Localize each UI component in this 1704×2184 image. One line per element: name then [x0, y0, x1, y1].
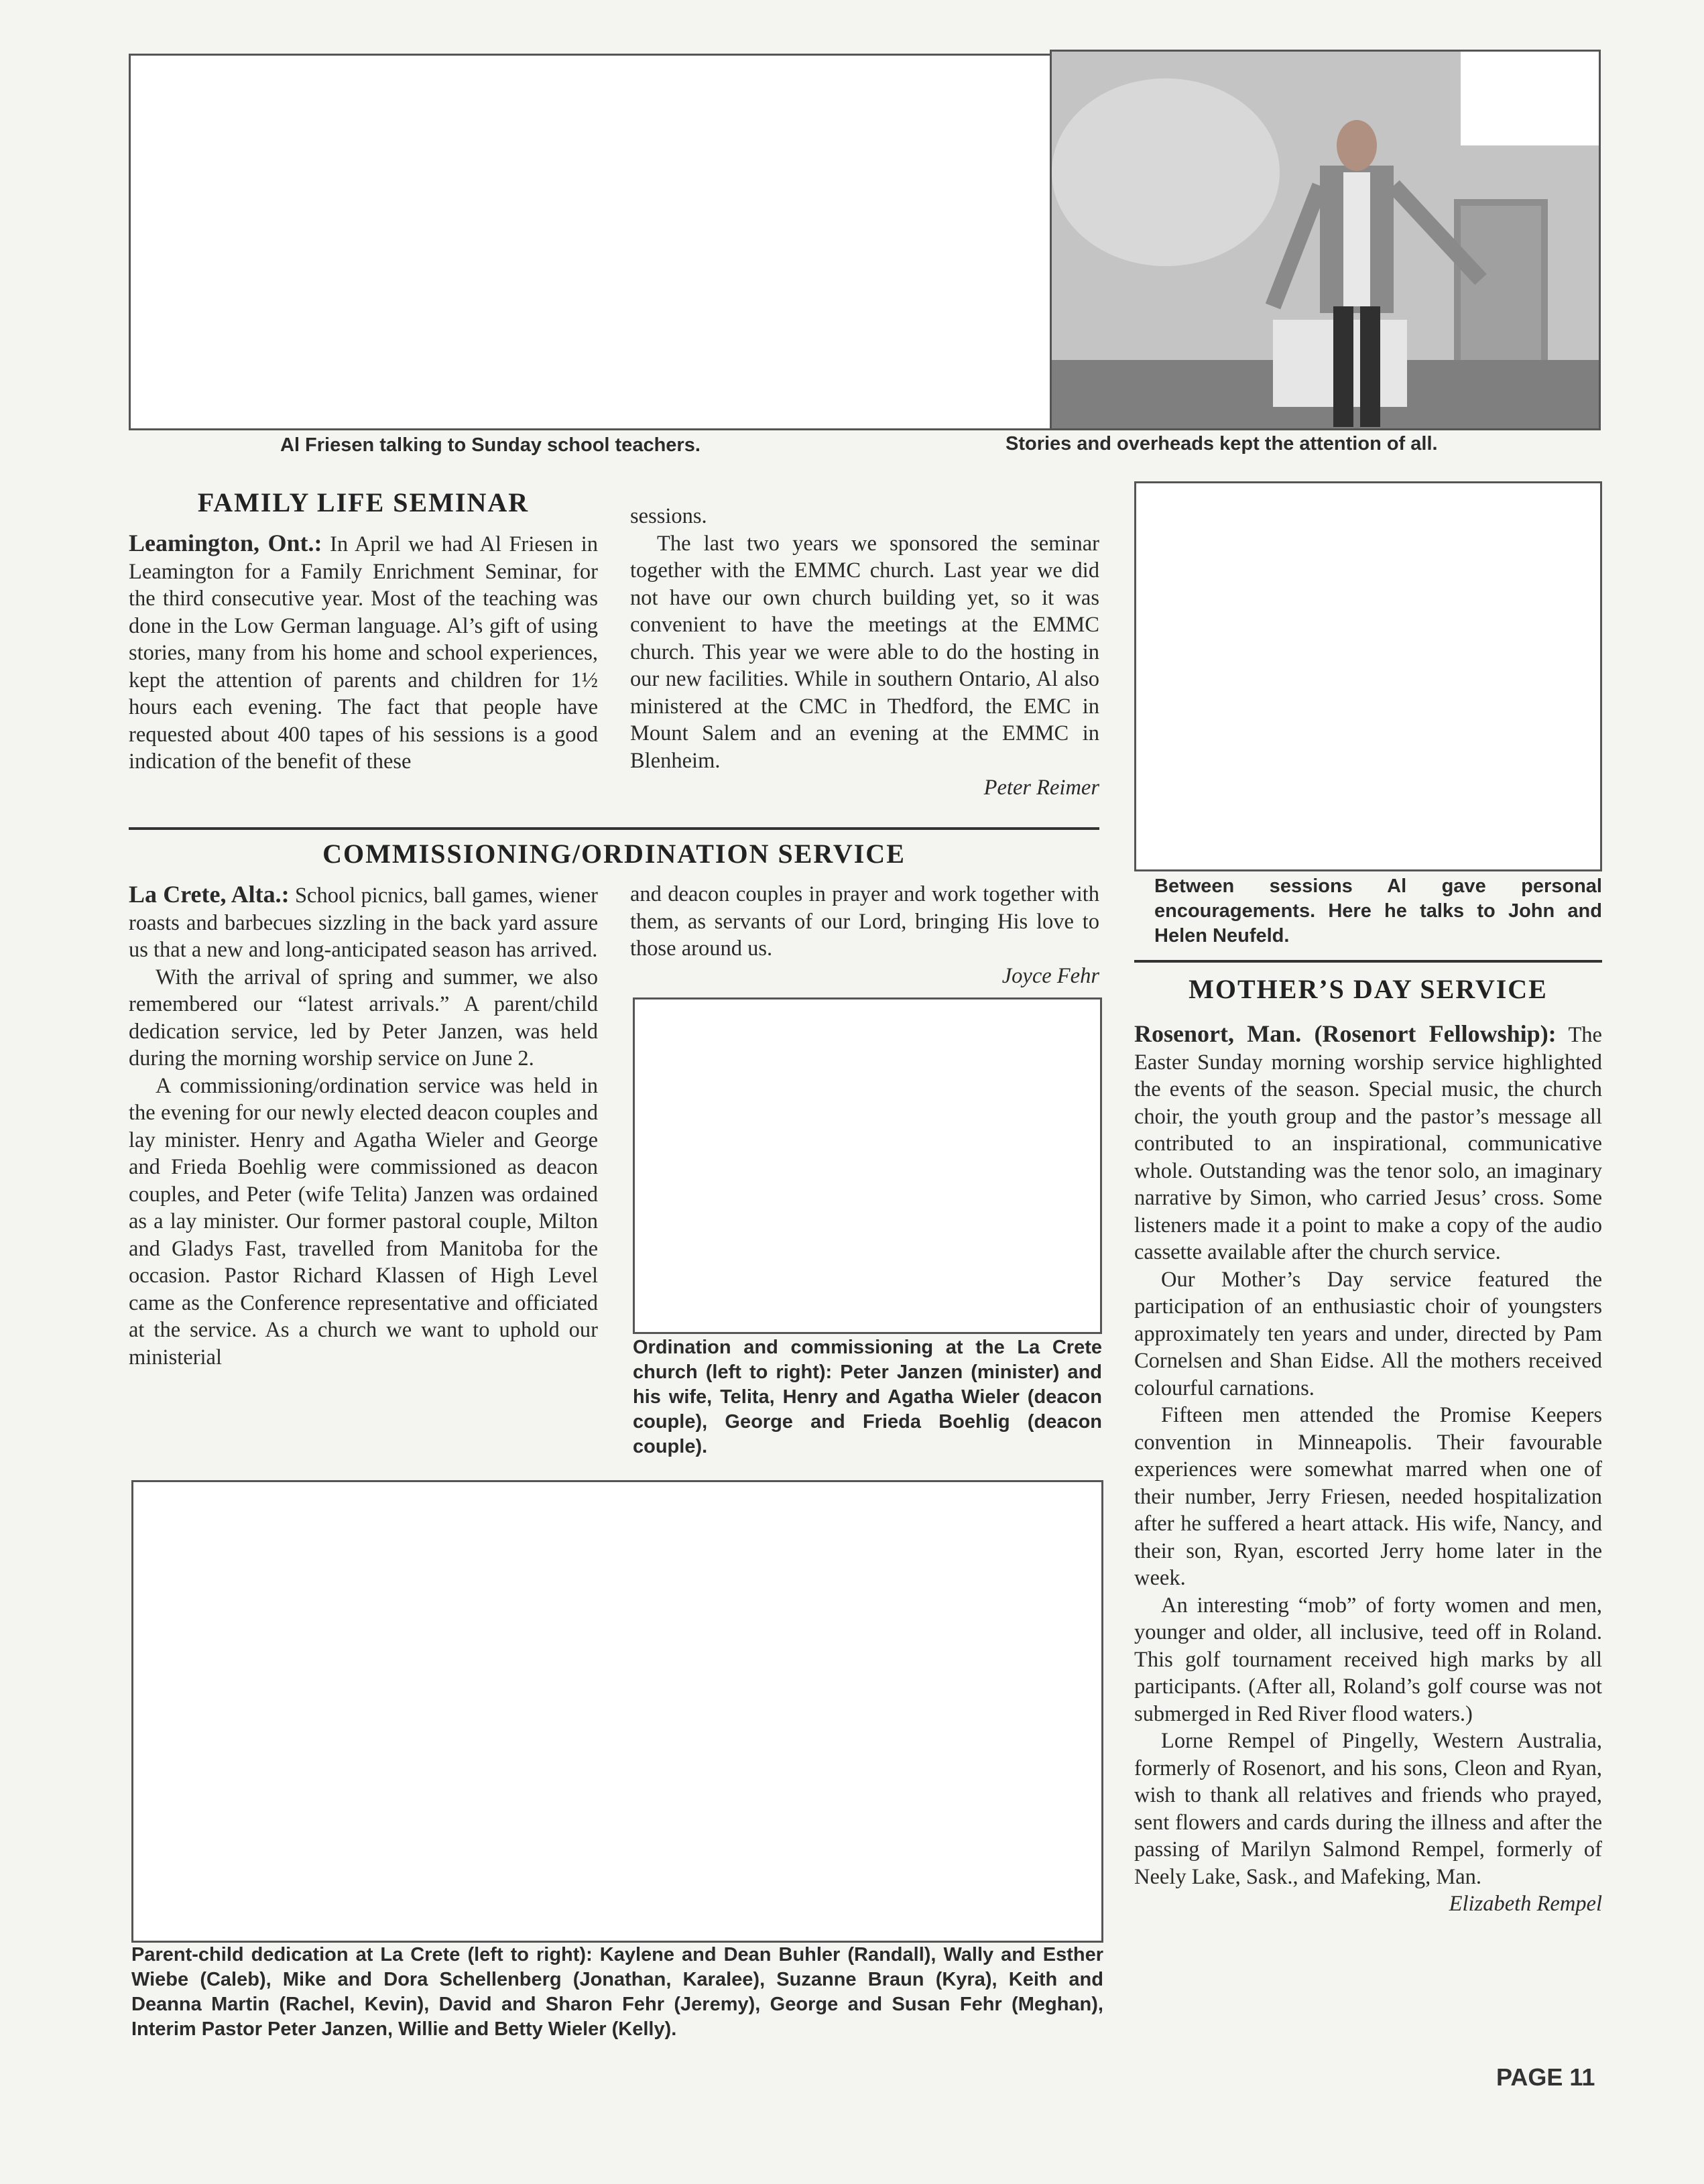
caption-top-right: Stories and overheads kept the attention of all. — [1006, 433, 1438, 454]
family-life-place: Leamington, Ont.: — [129, 530, 322, 556]
commissioning-p2: With the arrival of spring and summer, we also remembered our “latest arrivals.” A parent/child dedication service, led by Peter Janzen, was held during the morning worship service on June 2. — [129, 965, 598, 1071]
mothers-day-place: Rosenort, Man. (Rosenort Fellowship): — [1134, 1020, 1557, 1047]
family-life-col1 — [129, 530, 598, 776]
photo-dedication — [131, 1480, 1103, 1943]
mothers-day-p3: Fifteen men attended the Promise Keepers convention in Minneapolis. Their favourable experiences were somewhat marred when one of their number, Jerry Friesen, needed hospitalization after he suffered a heart attack. His wife, Nancy, and their son, Ryan, escorted Jerry home later in the week. — [1134, 1403, 1602, 1590]
mothers-day-p1: The Easter Sunday morning worship service highlighted the events of the season. Special music, the church choir, the youth group and the pastor’s message all contributed to an inspirational, communicative whole. Outstanding was the tenor solo, an imaginary narrative by Simon, who carried Jesus’ cross. Some listeners made it a point to make a copy of the audio cassette available after the church service. — [1134, 1023, 1602, 1264]
mothers-day-signature: Elizabeth Rempel — [1449, 1892, 1602, 1916]
family-life-col1-text: In April we had Al Friesen in Leamington for a Family Enrichment Seminar, for the third consecutive year. Most of the teaching was done in the Low German language. Al’s gift of using stories, many from his home and school experiences, kept the attention of parents and children for 1½ hours each evening. The fact that people have requested about 400 tapes of his sessions is a good indication of the benefit of these — [129, 532, 598, 774]
speaker-illustration — [1052, 52, 1599, 428]
family-life-signature: Peter Reimer — [983, 776, 1099, 800]
commissioning-headline: COMMISSIONING/ORDINATION SERVICE — [322, 839, 906, 869]
commissioning-p1: School picnics, ball games, wiener roasts and barbecues sizzling in the back yard assure us that a new and long-anticipated season has arrived. — [129, 884, 598, 962]
commissioning-col1 — [129, 881, 598, 1371]
mothers-day-p4: An interesting “mob” of forty women and men, younger and older, all inclusive, teed off in Roland. This golf tournament received high marks by all participants. (After all, Roland’s golf course was not submerged in Red River flood waters.) — [1134, 1593, 1602, 1726]
photo-personal-encouragements — [1134, 481, 1602, 871]
family-life-headline: FAMILY LIFE SEMINAR — [197, 487, 530, 518]
commissioning-p3: A commissioning/ordination service was held in the evening for our newly elected deacon couples and lay minister. Henry and Agatha Wieler and George and Frieda Boehlig were commissioned as deacon couples, and Peter (wife Telita) Janzen was ordained as a lay minister. Our former pastoral couple, Milton and Gladys Fast, travelled from Manitoba for the occasion. Pastor Richard Klassen of High Level came as the Conference representative and officiated at the service. As a church we want to uphold our ministerial — [129, 1073, 598, 1370]
caption-top-left: Al Friesen talking to Sunday school teachers. — [280, 434, 701, 456]
divider-commissioning — [129, 827, 1099, 830]
mothers-day-column — [1134, 1020, 1602, 1918]
caption-right-photo: Between sessions Al gave personal encouragements. Here he talks to John and Helen Neufeld. — [1154, 875, 1602, 947]
commissioning-col2 — [630, 881, 1099, 989]
photo-ordination — [633, 997, 1102, 1334]
mothers-day-p5: Lorne Rempel of Pingelly, Western Australia, formerly of Rosenort, and his sons, Cleon and Ryan, wish to thank all relatives and friends who prayed, sent flowers and cards during the illness and after the passing of Marilyn Salmond Rempel, formerly of Neely Lake, Sask., and Mafeking, Man. — [1134, 1729, 1602, 1889]
commissioning-place: La Crete, Alta.: — [129, 881, 290, 908]
family-life-col2-para: The last two years we sponsored the seminar together with the EMMC church. Last year we did not have our own church building yet, so it was convenient to have the meetings at the EMMC church. This year we were able to do the hosting in our new facilities. While in southern Ontario, Al also ministered at the CMC in Thedford, the EMC in Mount Salem and an evening at the EMMC in Blenheim. — [630, 531, 1099, 773]
divider-mothers-day — [1134, 960, 1602, 963]
caption-dedication: Parent-child dedication at La Crete (left to right): Kaylene and Dean Buhler (Randall), Wally and Esther Wiebe (Caleb), Mike and Dora Schellenberg (Jonathan, Karalee), Suzanne Braun (Kyra), Keith and Deanna Martin (Rachel, Kevin), David and Sharon Fehr (Jeremy), George and Susan Fehr (Meghan), Interim Pastor Peter Janzen, Willie and Betty Wieler (Kelly). — [131, 1944, 1103, 2040]
photo-stories-overheads — [1050, 50, 1601, 430]
family-life-col2 — [630, 503, 1099, 802]
page-number: PAGE 11 — [1496, 2063, 1595, 2091]
mothers-day-p2: Our Mother’s Day service featured the participation of an enthusiastic choir of youngsters approximately ten years and under, directed by Pam Cornelsen and Shan Eidse. All the mothers received colourful carnations. — [1134, 1267, 1602, 1400]
photo-al-friesen-teachers — [129, 54, 1054, 430]
caption-ordination: Ordination and commissioning at the La Crete church (left to right): Peter Janzen (minister) and his wife, Telita, Henry and Agatha Wieler (deacon couple), George and Frieda Boehlig (deacon couple). — [633, 1337, 1102, 1457]
mothers-day-headline: MOTHER’S DAY SERVICE — [1189, 974, 1548, 1004]
commissioning-signature: Joyce Fehr — [1001, 963, 1099, 988]
family-life-col2-cont: sessions. — [630, 504, 707, 528]
commissioning-col2-cont: and deacon couples in prayer and work together with them, as servants of our Lord, bringing His love to those around us. — [630, 882, 1099, 961]
